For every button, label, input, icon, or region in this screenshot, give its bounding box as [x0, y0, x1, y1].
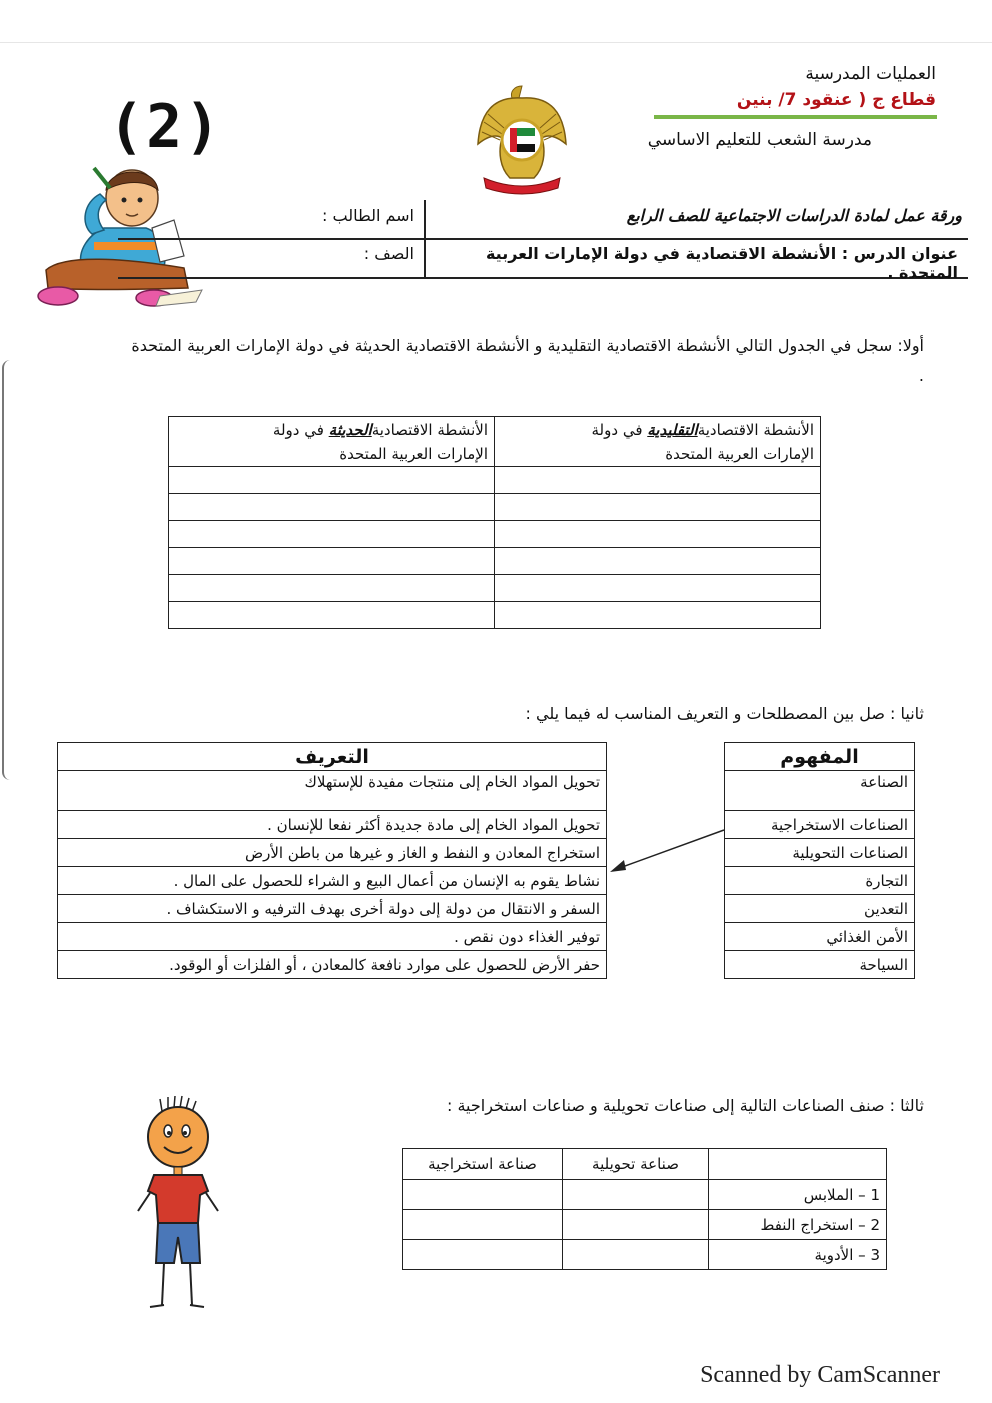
q1-mod-pre: الأنشطة الاقتصادية	[371, 420, 488, 439]
q3-table	[402, 1148, 887, 1270]
q1-mod-post: في دولة	[272, 420, 329, 439]
q1-header-row	[169, 417, 821, 467]
binding-edge	[2, 360, 10, 780]
q3-item: 2 – استخراج النفط	[709, 1210, 887, 1240]
concept-item[interactable]: الصناعة	[725, 771, 915, 811]
q1-mod-line2: الإمارات العربية المتحدة	[339, 444, 488, 463]
scanner-watermark: Scanned by CamScanner	[700, 1362, 940, 1388]
definition-item[interactable]: حفر الأرض للحصول على موارد نافعة كالمعادن ، أو الفلزات أو الوقود.	[58, 951, 607, 979]
q1-trailing-dot: .	[918, 366, 924, 385]
answer-cell[interactable]	[495, 602, 821, 629]
table-row	[169, 494, 821, 521]
q3-item: 1 – الملابس	[709, 1180, 887, 1210]
q3-item-header	[709, 1149, 887, 1180]
answer-cell[interactable]	[169, 575, 495, 602]
definition-item[interactable]: السفر و الانتقال من دولة إلى دولة أخرى بهدف الترفيه و الاستكشاف .	[58, 895, 607, 923]
answer-cell[interactable]	[169, 548, 495, 575]
concept-item[interactable]: الصناعات الاستخراجية	[725, 811, 915, 839]
concept-table	[724, 742, 915, 979]
definition-table	[57, 742, 607, 979]
table-row	[403, 1210, 887, 1240]
q1-trad-key: التقليدية	[647, 420, 698, 439]
match-arrow	[600, 820, 730, 880]
answer-cell[interactable]	[495, 494, 821, 521]
admin-label: العمليات المدرسية	[805, 64, 936, 84]
sector-label: قطاع ج ( عنقود 7/ بنين	[736, 90, 936, 110]
table-row	[169, 602, 821, 629]
student-name-label: اسم الطالب :	[322, 206, 414, 225]
table-row	[403, 1240, 887, 1270]
concept-item[interactable]: الأمن الغذائي	[725, 923, 915, 951]
q1-trad-pre: الأنشطة الاقتصادية	[697, 420, 814, 439]
concept-item[interactable]: الصناعات التحويلية	[725, 839, 915, 867]
q1-table	[168, 416, 821, 629]
q2-prompt: ثانيا : صل بين المصطلحات و التعريف المناسب له فيما يلي :	[525, 704, 924, 723]
answer-cell[interactable]	[403, 1210, 563, 1240]
standing-boy-icon	[128, 1095, 228, 1315]
q1-mod-key: الحديثة	[328, 420, 372, 439]
concept-header: المفهوم	[725, 743, 915, 771]
concept-item[interactable]: التعدين	[725, 895, 915, 923]
answer-cell[interactable]	[403, 1240, 563, 1270]
definition-header: التعريف	[58, 743, 607, 771]
answer-cell[interactable]	[495, 467, 821, 494]
definition-item[interactable]: توفير الغذاء دون نقص .	[58, 923, 607, 951]
answer-cell[interactable]	[169, 494, 495, 521]
answer-cell[interactable]	[563, 1180, 709, 1210]
school-name: مدرسة الشعب للتعليم الاساسي	[647, 130, 872, 150]
answer-cell[interactable]	[403, 1180, 563, 1210]
class-label: الصف :	[363, 244, 414, 263]
q1-col-modern	[169, 417, 495, 467]
q1-prompt: أولا: سجل في الجدول التالي الأنشطة الاقتصادية التقليدية و الأنشطة الاقتصادية الحديثة في دولة الإمارات العربية المتحدة	[131, 336, 924, 355]
answer-cell[interactable]	[495, 548, 821, 575]
table-row	[169, 467, 821, 494]
thinking-boy-icon	[34, 150, 209, 310]
q3-header-row	[403, 1149, 887, 1180]
info-line-1	[118, 238, 968, 240]
table-row	[169, 548, 821, 575]
sheet-number: (2)	[108, 92, 223, 162]
header-rule	[654, 115, 937, 119]
answer-cell[interactable]	[495, 575, 821, 602]
q3-col-extract: صناعة استخراجية	[403, 1149, 563, 1180]
top-edge-line	[0, 42, 992, 43]
q3-prompt: ثالثا : صنف الصناعات التالية إلى صناعات تحويلية و صناعات استخراجية :	[446, 1096, 924, 1115]
q1-trad-post: في دولة	[591, 420, 648, 439]
table-row	[403, 1180, 887, 1210]
definition-item[interactable]: تحويل المواد الخام إلى مادة جديدة أكثر نفعا للإنسان .	[58, 811, 607, 839]
answer-cell[interactable]	[169, 467, 495, 494]
answer-cell[interactable]	[495, 521, 821, 548]
answer-cell[interactable]	[169, 602, 495, 629]
answer-cell[interactable]	[563, 1240, 709, 1270]
answer-cell[interactable]	[169, 521, 495, 548]
concept-item[interactable]: السياحة	[725, 951, 915, 979]
definition-item[interactable]: استخراج المعادن و النفط و الغاز و غيرها من باطن الأرض	[58, 839, 607, 867]
q1-col-traditional	[495, 417, 821, 467]
q3-col-transform: صناعة تحويلية	[563, 1149, 709, 1180]
definition-item[interactable]: تحويل المواد الخام إلى منتجات مفيدة للإستهلاك	[58, 771, 607, 811]
table-row	[169, 575, 821, 602]
definition-item[interactable]: نشاط يقوم به الإنسان من أعمال البيع و الشراء للحصول على المال .	[58, 867, 607, 895]
concept-item[interactable]: التجارة	[725, 867, 915, 895]
q1-trad-line2: الإمارات العربية المتحدة	[665, 444, 814, 463]
worksheet-title: ورقة عمل لمادة الدراسات الاجتماعية للصف الرابع	[626, 206, 962, 225]
answer-cell[interactable]	[563, 1210, 709, 1240]
uae-emblem-icon	[474, 82, 570, 198]
q3-item: 3 – الأدوية	[709, 1240, 887, 1270]
table-row	[169, 521, 821, 548]
lesson-title: عنوان الدرس : الأنشطة الاقتصادية في دولة الإمارات العربية المتحدة .	[485, 244, 958, 282]
